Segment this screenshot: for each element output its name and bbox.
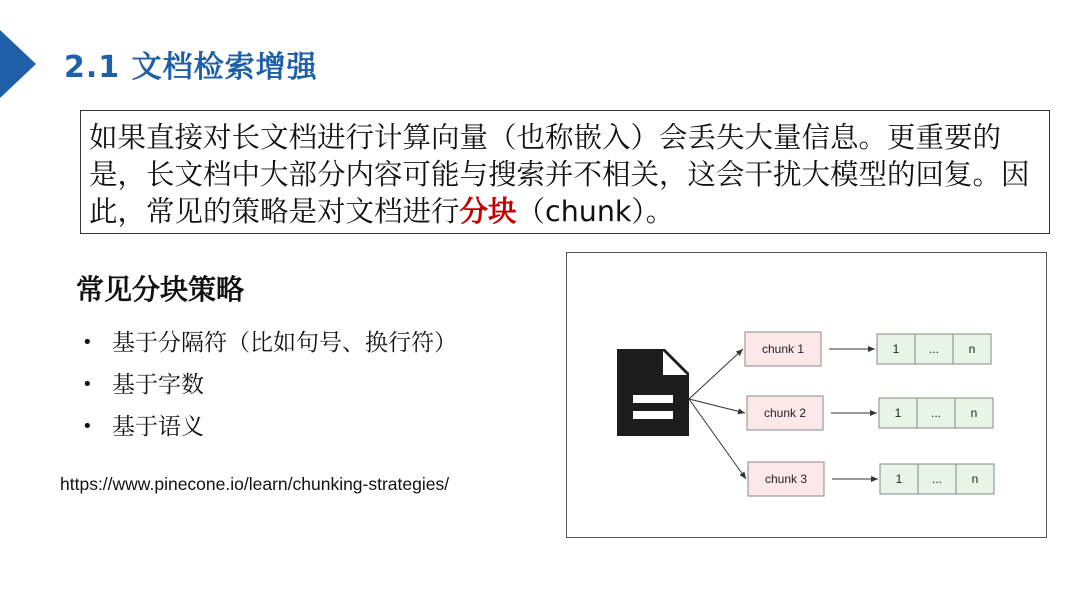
intro-text: 如果直接对长文档进行计算向量（也称嵌入）会丢失大量信息。更重要的是，长文档中大部分内容可能与搜索并不相关，这会干扰大模型的回复。因此，常见的策略是对文档进行 — [89, 121, 1030, 228]
vector-cell-label: 1 — [895, 472, 903, 486]
strategy-item-label: 基于分隔符（比如句号、换行符） — [112, 330, 457, 356]
vector-cell-label: n — [970, 406, 978, 420]
bullet-icon: • — [82, 332, 93, 353]
fan-arrow — [689, 349, 743, 399]
vector-cell-label: ... — [930, 406, 942, 420]
bullet-icon: • — [82, 416, 93, 437]
intro-text-box — [80, 110, 1050, 234]
list-item — [82, 322, 457, 364]
list-item — [82, 364, 457, 406]
intro-text-end: （chunk）。 — [516, 195, 675, 228]
chunk-label: chunk 2 — [763, 406, 807, 420]
slide-title: 2.1 文档检索增强 — [64, 50, 318, 85]
chunk-label: chunk 1 — [761, 342, 805, 356]
title-accent-triangle — [0, 30, 36, 98]
chunking-diagram — [566, 252, 1047, 538]
strategy-item-label: 基于语义 — [112, 414, 204, 440]
intro-highlight: 分块 — [459, 195, 517, 228]
vector-cell-label: n — [971, 472, 979, 486]
vector-cell-label: 1 — [892, 342, 900, 356]
vector-cell-label: 1 — [894, 406, 902, 420]
bullet-icon: • — [82, 374, 93, 395]
diagram-canvas — [567, 253, 1048, 539]
chunk-label: chunk 3 — [764, 472, 808, 486]
vector-cell-label: ... — [931, 472, 943, 486]
strategies-heading: 常见分块策略 — [76, 273, 245, 306]
strategy-item-label: 基于字数 — [112, 372, 204, 398]
strategy-list — [82, 322, 457, 448]
source-url: https://www.pinecone.io/learn/chunking-strategies/ — [60, 474, 450, 494]
list-item — [82, 406, 457, 448]
vector-cell-label: n — [968, 342, 976, 356]
document-icon — [617, 349, 689, 436]
vector-cell-label: ... — [928, 342, 940, 356]
